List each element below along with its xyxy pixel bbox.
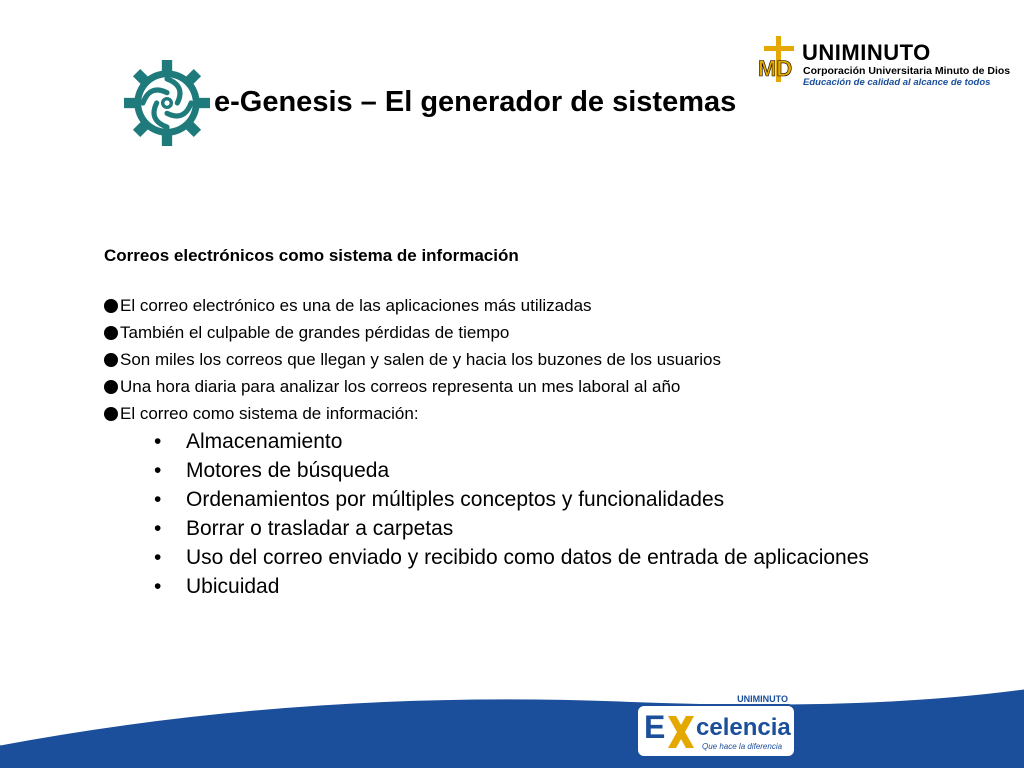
list-item (104, 346, 1024, 373)
footer-wave (0, 648, 1024, 768)
sub-bullet-list (104, 427, 1024, 601)
excelencia-tagline: Que hace la diferencia (702, 742, 783, 751)
sub-list-item-text: Almacenamiento (186, 430, 343, 453)
bullet-list (104, 292, 1024, 427)
list-item-text: El correo como sistema de información: (120, 404, 419, 423)
excelencia-word: celencia (696, 714, 791, 741)
excelencia-logo (636, 690, 796, 756)
sub-list-item (154, 456, 1024, 485)
list-item-text: Una hora diaria para analizar los correos representa un mes laboral al año (120, 377, 681, 396)
bullet-icon: • (154, 459, 162, 482)
sub-list-item-text: Ordenamientos por múltiples conceptos y funcionalidades (186, 488, 725, 511)
bullet-dot-icon (104, 407, 118, 421)
institution-subtitle: Corporación Universitaria Minuto de Dios (803, 65, 1011, 77)
list-item-text: También el culpable de grandes pérdidas de tiempo (120, 323, 510, 342)
uniminuto-logo (756, 34, 1011, 88)
excelencia-e: E (644, 709, 666, 745)
slide-content (104, 246, 1024, 601)
svg-text:MD: MD (758, 56, 793, 81)
sub-list-item-text: Borrar o trasladar a carpetas (186, 517, 454, 540)
uniminuto-md-mark-icon (756, 36, 802, 82)
bullet-dot-icon (104, 380, 118, 394)
list-item-text: Son miles los correos que llegan y salen de y hacia los buzones de los usuarios (120, 350, 722, 369)
sub-list-item-text: Uso del correo enviado y recibido como datos de entrada de aplicaciones (186, 546, 869, 569)
bullet-icon: • (154, 488, 162, 511)
institution-name: UNIMINUTO (802, 40, 931, 65)
page-title: e-Genesis – El generador de sistemas (214, 86, 737, 118)
bullet-dot-icon (104, 299, 118, 313)
list-item (104, 319, 1024, 346)
bullet-icon: • (154, 517, 162, 540)
bullet-icon: • (154, 430, 162, 453)
bullet-icon: • (154, 546, 162, 569)
list-item (104, 292, 1024, 319)
excelencia-box (636, 704, 796, 758)
bullet-dot-icon (104, 353, 118, 367)
gear-logo-icon (124, 60, 210, 146)
excelencia-brand: UNIMINUTO (737, 694, 788, 704)
bullet-dot-icon (104, 326, 118, 340)
sub-list-item (154, 485, 1024, 514)
list-item-text: El correo electrónico es una de las aplicaciones más utilizadas (120, 296, 592, 315)
sub-list-item-text: Ubicuidad (186, 575, 280, 598)
institution-tagline: Educación de calidad al alcance de todos (803, 77, 991, 88)
list-item (104, 373, 1024, 400)
bullet-icon: • (154, 575, 162, 598)
section-heading: Correos electrónicos como sistema de información (104, 246, 519, 265)
list-item (104, 400, 1024, 427)
sub-list-item-text: Motores de búsqueda (186, 459, 390, 482)
excelencia-x-icon (666, 712, 696, 752)
sub-list-item (154, 543, 1024, 572)
sub-list-item (154, 427, 1024, 456)
sub-list-item (154, 514, 1024, 543)
sub-list-item (154, 572, 1024, 601)
